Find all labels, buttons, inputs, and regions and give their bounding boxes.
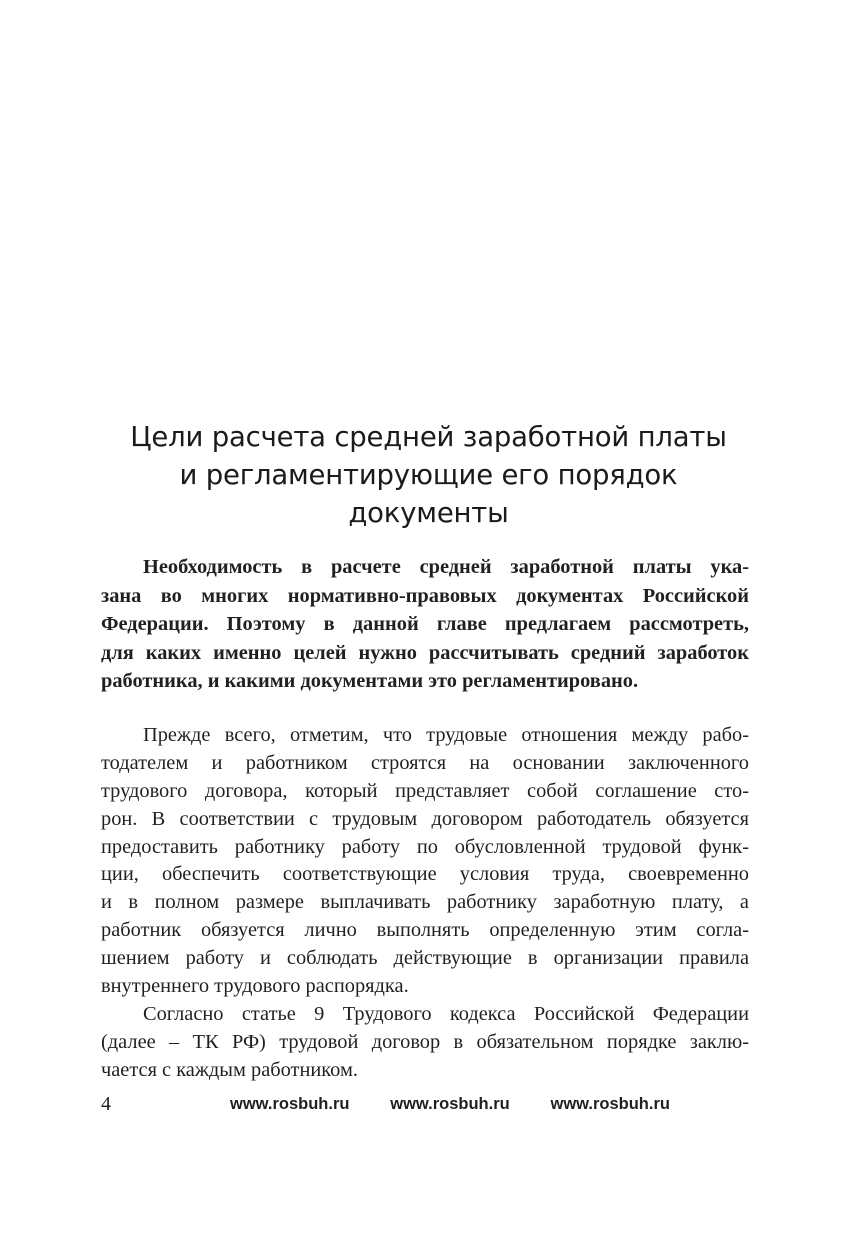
footer-link[interactable]: www.rosbuh.ru xyxy=(550,1095,670,1113)
paragraph-2-line: Согласно статье 9 Трудового кодекса Российской Федерации xyxy=(143,1002,749,1025)
heading-line: и регламентирующие его порядок xyxy=(179,459,678,491)
paragraph-2-line: чается с каждым работником. xyxy=(101,1058,358,1081)
page-number: 4 xyxy=(101,1093,111,1115)
lead-line: Необходимость в расчете средней заработной платы ука- xyxy=(143,556,749,578)
footer-links xyxy=(230,1093,670,1115)
paragraph-1-line: шением работу и соблюдать действующие в организации правила xyxy=(101,947,749,970)
paragraph-1-line: трудового договора, который представляет собой соглашение сто- xyxy=(101,779,749,802)
lead-line: зана во многих нормативно-правовых документах Российской xyxy=(101,584,749,607)
paragraph-1-line: работник обязуется лично выполнять определенную этим согла- xyxy=(101,919,749,942)
paragraph-1-line: ции, обеспечить соответствующие условия труда, своевременно xyxy=(101,863,749,886)
paragraph-1-line: и в полном размере выплачивать работнику заработную плату, а xyxy=(101,891,749,914)
lead-line: Федерации. Поэтому в данной главе предлагаем рассмотреть, xyxy=(101,613,749,636)
paragraph-1-line: внутреннего трудового распорядка. xyxy=(101,975,409,998)
lead-paragraph xyxy=(101,553,749,696)
paragraph-1-line: предоставить работнику работу по обусловленной трудовой функ- xyxy=(101,835,749,858)
lead-line: работника, и какими документами это регламентировано. xyxy=(101,670,639,693)
footer-link[interactable]: www.rosbuh.ru xyxy=(230,1095,350,1113)
paragraph-2-line: (далее – ТК РФ) трудовой договор в обязательном порядке заклю- xyxy=(101,1030,749,1053)
paragraph-1-line: Прежде всего, отметим, что трудовые отношения между рабо- xyxy=(143,724,749,746)
paragraph-1-line: рон. В соответствии с трудовым договором работодатель обязуется xyxy=(101,807,749,830)
body-text xyxy=(101,722,749,1085)
chapter-heading xyxy=(100,418,757,532)
heading-line: документы xyxy=(348,497,509,529)
footer-link[interactable]: www.rosbuh.ru xyxy=(390,1095,510,1113)
heading-line: Цели расчета средней заработной платы xyxy=(130,421,727,453)
lead-line: для каких именно целей нужно рассчитывать средний заработок xyxy=(101,641,749,664)
paragraph-1-line: тодателем и работником строятся на основании заключенного xyxy=(101,751,749,774)
